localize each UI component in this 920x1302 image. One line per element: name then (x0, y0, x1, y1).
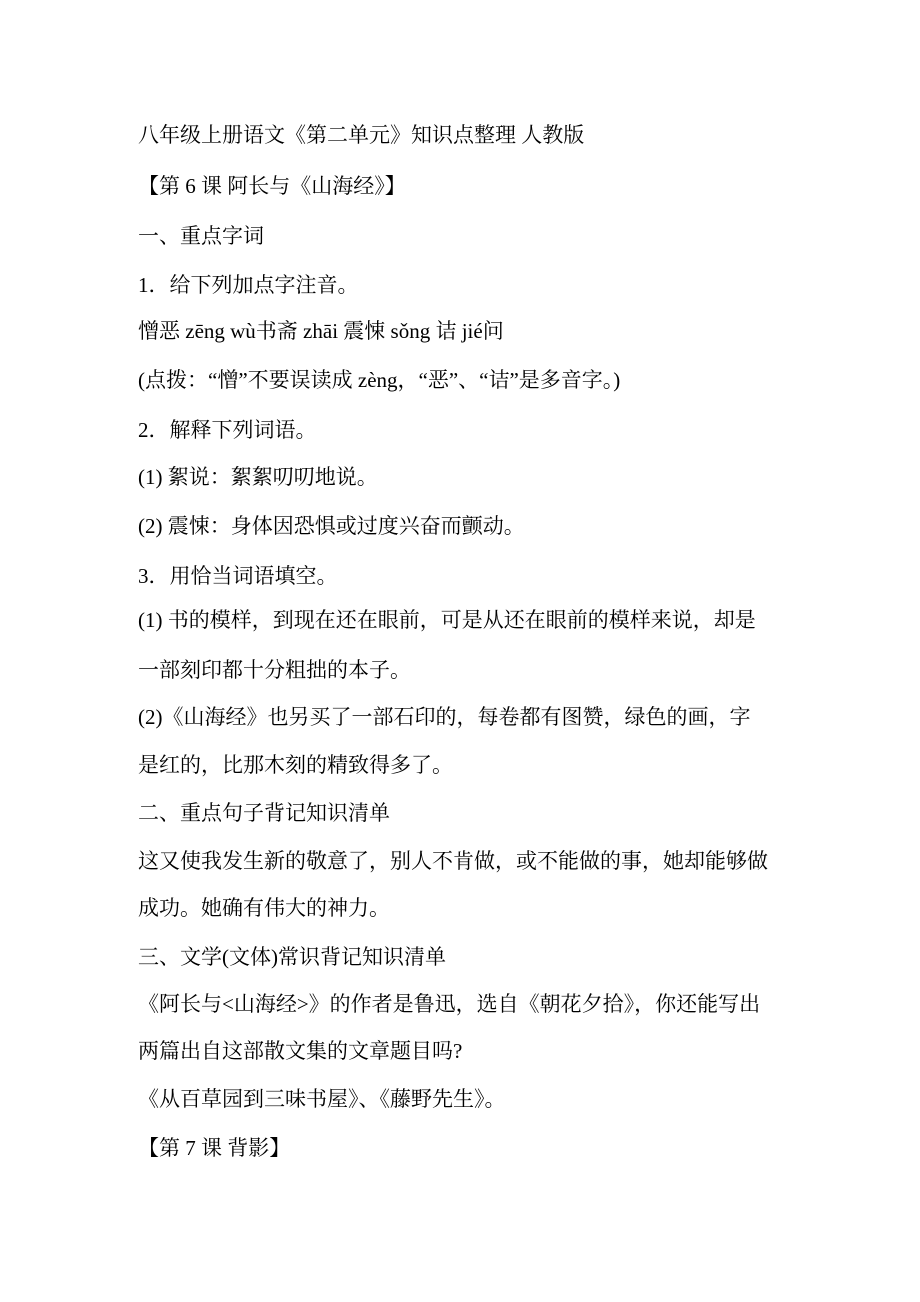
section-heading: 二、重点句子背记知识清单 (138, 801, 390, 825)
section-heading: 一、重点字词 (138, 224, 264, 248)
body-text: 这又使我发生新的敬意了，别人不肯做，或不能做的事，她却能够做 (138, 849, 768, 873)
body-text: 成功。她确有伟大的神力。 (138, 896, 390, 920)
question-text: 2．解释下列词语。 (138, 418, 317, 442)
pinyin-line: 憎恶 zēng wù书斋 zhāi 震悚 sǒng 诘 jié问 (138, 319, 504, 343)
section-heading: 三、文学(文体)常识背记知识清单 (138, 945, 446, 969)
answer-text: 是红的，比那木刻的精致得多了。 (138, 753, 453, 777)
answer-text: 一部刻印都十分粗拙的本子。 (138, 658, 411, 682)
answer-text: (1) 絮说：絮絮叨叨地说。 (138, 465, 378, 489)
answer-text: 《从百草园到三味书屋》、《藤野先生》。 (138, 1087, 506, 1111)
lesson-heading: 【第 6 课 阿长与《山海经》】 (138, 174, 406, 198)
question-text: 3．用恰当词语填空。 (138, 564, 338, 588)
answer-text: (2)《山海经》也另买了一部石印的，每卷都有图赞，绿色的画，字 (138, 705, 751, 729)
answer-text: (2) 震悚：身体因恐惧或过度兴奋而颤动。 (138, 514, 525, 538)
body-text: 两篇出自这部散文集的文章题目吗? (138, 1039, 463, 1063)
question-text: 1．给下列加点字注音。 (138, 273, 359, 297)
lesson-heading: 【第 7 课 背影】 (138, 1136, 291, 1160)
document-title: 八年级上册语文《第二单元》知识点整理 人教版 (138, 123, 585, 147)
hint-line: (点拨：“憎”不要误读成 zèng，“恶”、“诘”是多音字。) (138, 368, 621, 392)
body-text: 《阿长与<山海经>》的作者是鲁迅，选自《朝花夕拾》，你还能写出 (138, 992, 761, 1016)
answer-text: (1) 书的模样，到现在还在眼前，可是从还在眼前的模样来说，却是 (138, 608, 756, 632)
